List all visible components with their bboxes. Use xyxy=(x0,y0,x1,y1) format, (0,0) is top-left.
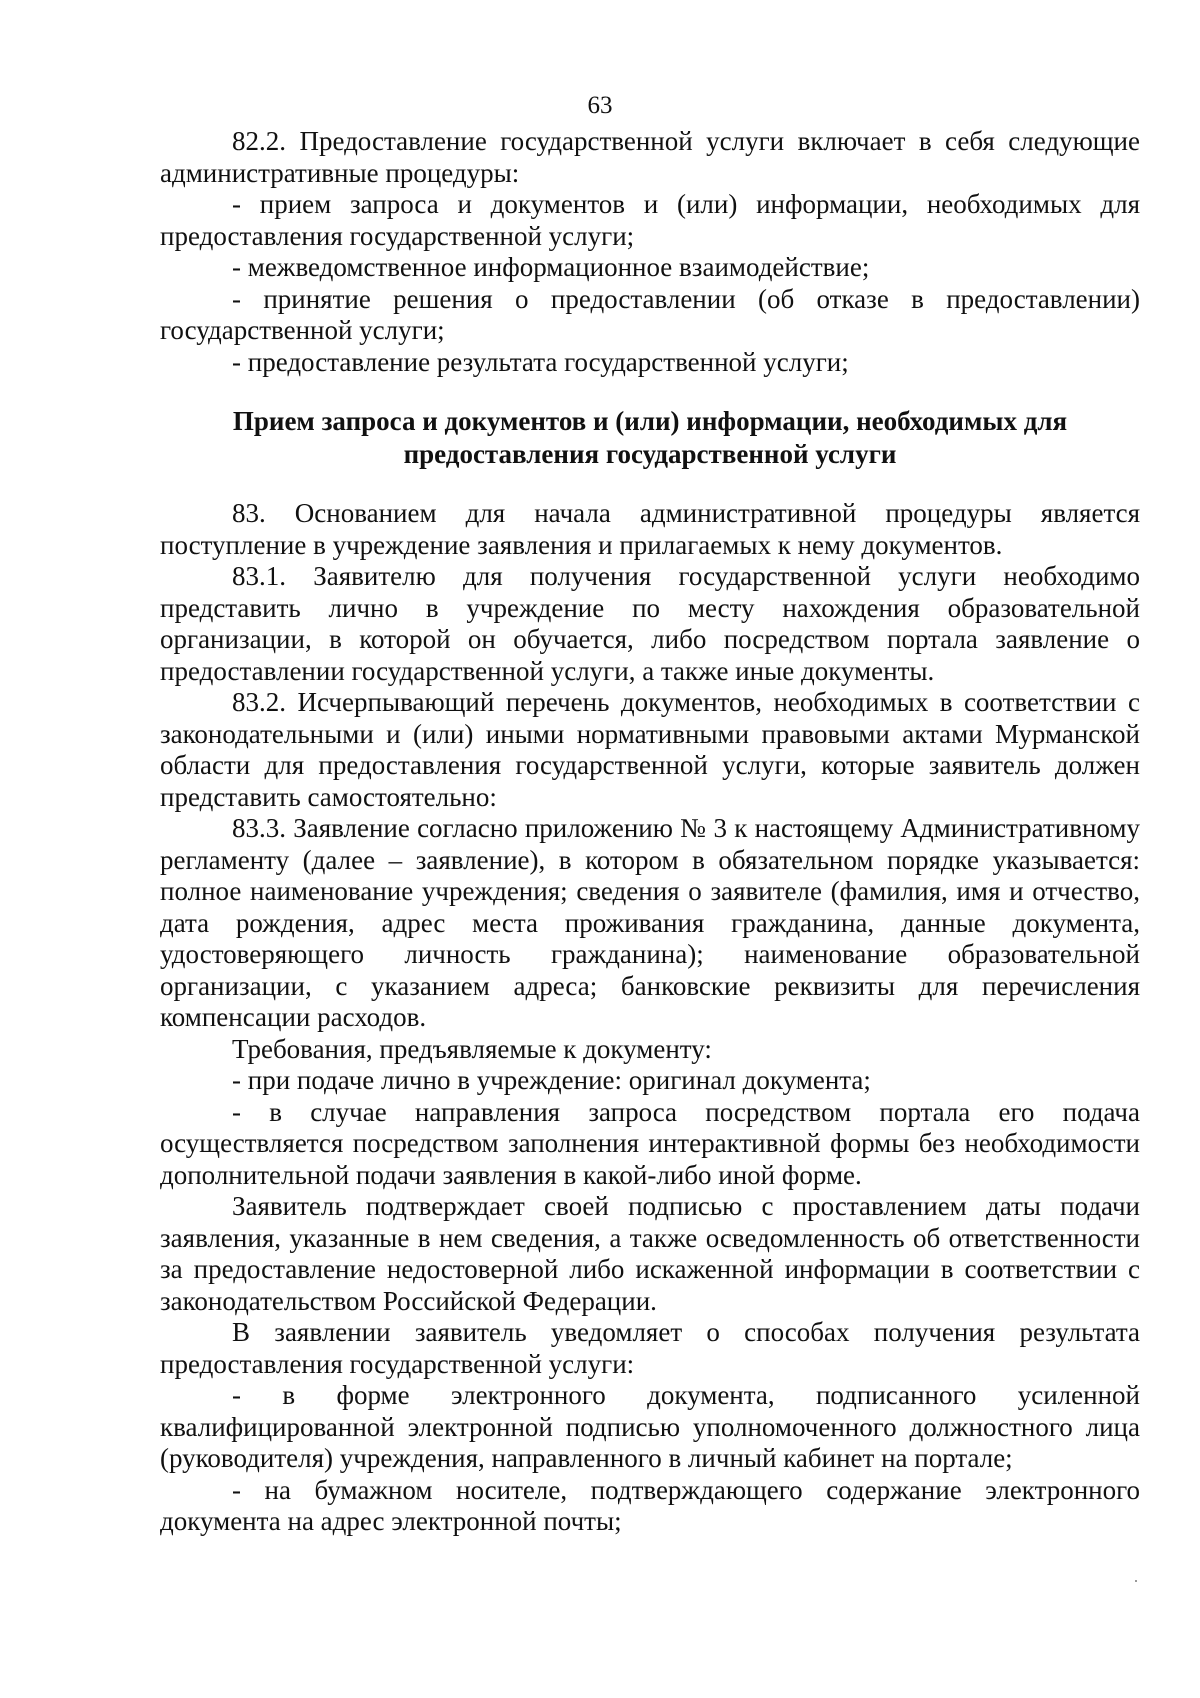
list-item-in-person: - при подаче лично в учреждение: оригинал документа; xyxy=(232,1065,871,1095)
list-item-result: - предоставление результата государственной услуги; xyxy=(232,346,849,377)
paragraph-83-2: 83.2. Исчерпывающий перечень документов, необходимых в соответствии с законодательными и (или) иными нормативными правовыми актами Мурманской области для предоставления государственной услуги, которые заявитель должен представить самостоятельно: xyxy=(160,687,1140,812)
paragraph-83-1: 83.1. Заявителю для получения государственной услуги необходимо представить лично в учреждение по месту нахождения образовательной организации, в которой он обучается, либо посредством портала заявление о предоставлении государственной услуги, а также иные документы. xyxy=(160,561,1140,686)
section-heading-line-1: Прием запроса и документов и (или) информации, необходимых для xyxy=(232,406,1068,436)
page-number: 63 xyxy=(587,92,613,119)
list-item-paper: - на бумажном носителе, подтверждающего содержание электронного документа на адрес электронной почты; xyxy=(160,1474,1140,1536)
scan-speck xyxy=(1135,1580,1137,1582)
section-heading-line-2: предоставления государственной услуги xyxy=(403,439,897,469)
procedures-section xyxy=(160,126,1140,378)
paragraph-82-2: 82.2. Предоставление государственной услуги включает в себя следующие административные процедуры: xyxy=(160,126,1140,188)
paragraph-requirements: Требования, предъявляемые к документу: xyxy=(232,1033,712,1064)
document-body xyxy=(160,126,1140,1538)
section-heading xyxy=(160,405,1140,471)
list-item-portal: - в случае направления запроса посредством портала его подача осуществляется посредством заполнения интерактивной формы без необходимости дополнительной подачи заявления в какой-либо иной форме. xyxy=(160,1096,1140,1190)
paragraph-result-methods: В заявлении заявитель уведомляет о способах получения результата предоставления государственной услуги: xyxy=(160,1317,1140,1379)
list-item-electronic: - в форме электронного документа, подписанного усиленной квалифицированной электронной подписью уполномоченного должностного лица (руководителя) учреждения, направленного в личный кабинет на портале; xyxy=(160,1380,1140,1473)
request-section xyxy=(160,498,1140,1538)
list-item-interagency: - межведомственное информационное взаимодействие; xyxy=(232,252,870,282)
list-item-request-receipt: - прием запроса и документов и (или) информации, необходимых для предоставления государственной услуги; xyxy=(160,189,1140,251)
paragraph-83: 83. Основанием для начала административной процедуры является поступление в учреждение заявления и прилагаемых к нему документов. xyxy=(160,498,1140,560)
list-item-decision: - принятие решения о предоставлении (об отказе в предоставлении) государственной услуги; xyxy=(160,283,1140,345)
paragraph-signature: Заявитель подтверждает своей подписью с проставлением даты подачи заявления, указанные в нем сведения, а также осведомленность об ответственности за предоставление недостоверной либо искаженной информации в соответствии с законодательством Российской Федерации. xyxy=(160,1191,1140,1316)
paragraph-83-3: 83.3. Заявление согласно приложению № 3 к настоящему Административному регламенту (далее – заявление), в котором в обязательном порядке указывается: полное наименование учреждения; сведения о заявителе (фамилия, имя и отчество, дата рождения, адрес места проживания гражданина, данные документа, удостоверяющего личность гражданина); наименование образовательной организации, с указанием адреса; банковские реквизиты для перечисления компенсации расходов. xyxy=(160,813,1140,1032)
